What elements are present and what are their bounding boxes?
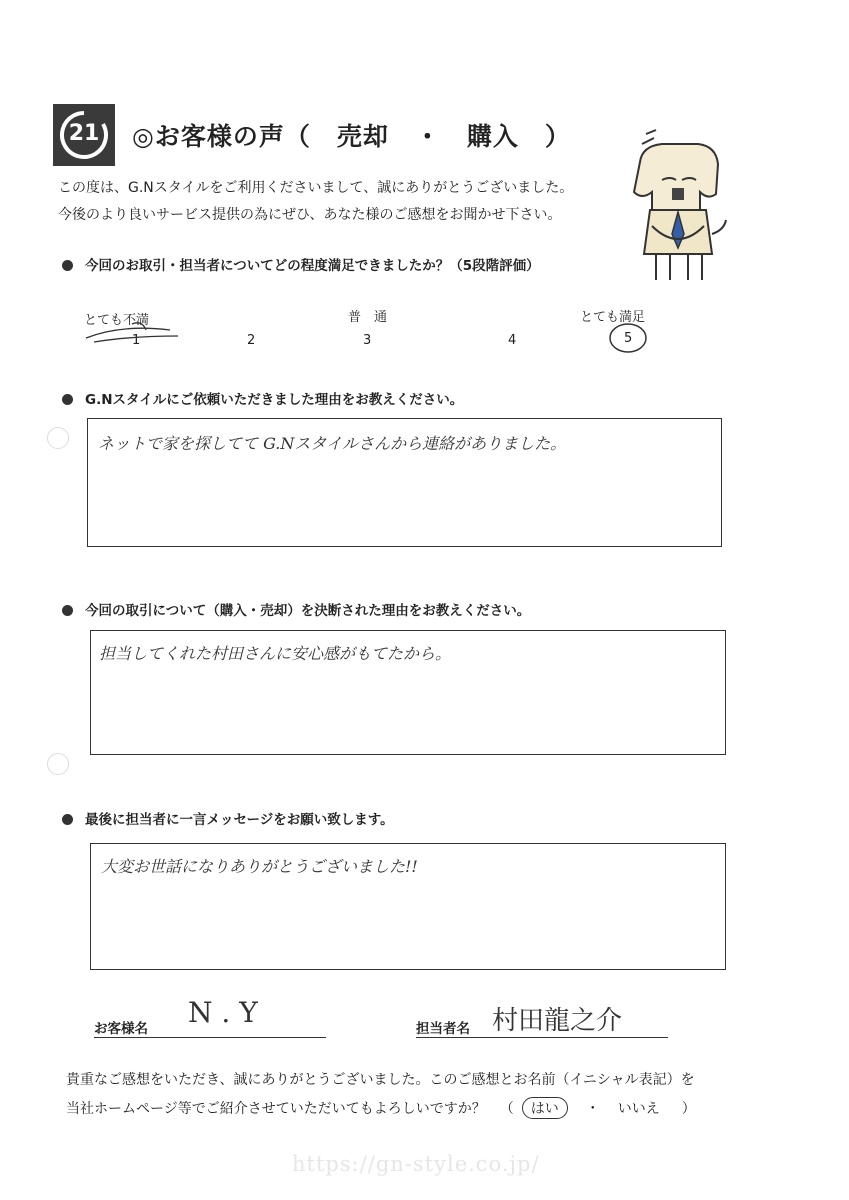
rating-strike-scribble — [82, 316, 182, 350]
rating-option-5[interactable]: 5 — [624, 331, 633, 346]
rating-option-2[interactable]: 2 — [247, 333, 256, 348]
punch-hole-top — [47, 427, 69, 449]
question-reason-request: G.Nスタイルにご依頼いただきました理由をお教えください。 — [62, 388, 463, 408]
answer-box-reason-request[interactable] — [87, 418, 722, 547]
punch-hole-bottom — [47, 753, 69, 775]
consent-text-line-2: 当社ホームページ等でご紹介させていただいてもよろしいですか？ （ はい ・ いいえ ） — [66, 1097, 696, 1119]
customer-name-line — [94, 1037, 326, 1038]
staff-name-line — [416, 1037, 668, 1038]
answer-box-message[interactable] — [90, 843, 726, 970]
rating-selected-circle — [606, 320, 650, 356]
staff-name-value[interactable]: 村田龍之介 — [492, 1006, 623, 1036]
answer-text-reason-request: ネットで家を探してて G.Nスタイルさんから連絡がありました。 — [98, 434, 567, 453]
website-watermark: https://gn-style.co.jp/ — [292, 1152, 540, 1176]
staff-name-label: 担当者名 — [416, 1021, 470, 1037]
bullet-icon — [62, 814, 73, 825]
intro-line-2: 今後のより良いサービス提供の為にぜひ、あなた様のご感想をお聞かせ下さい。 — [58, 207, 562, 223]
answer-text-message: 大変お世話になりありがとうございました!! — [101, 857, 418, 876]
answer-text-reason-decision: 担当してくれた村田さんに安心感がもてたから。 — [99, 644, 452, 663]
rating-option-3[interactable]: 3 — [363, 333, 372, 348]
consent-option-no[interactable]: いいえ — [617, 1101, 660, 1117]
customer-name-value[interactable]: N . Y — [188, 996, 258, 1029]
logo-text: 21 — [68, 121, 100, 146]
page-title: ◎お客様の声（ 売却 ・ 購入 ） — [132, 122, 571, 151]
bullet-icon — [62, 394, 73, 405]
rating-option-1[interactable]: 1 — [132, 333, 141, 348]
scale-label-high: とても満足 — [580, 310, 646, 325]
question-reason-decision: 今回の取引について（購入・売却）を決断された理由をお教えください。 — [62, 599, 530, 619]
consent-text-line-1: 貴重なご感想をいただき、誠にありがとうございました。このご感想とお名前（イニシャル表記）を — [66, 1072, 695, 1088]
scale-label-low: とても不満 — [84, 313, 150, 328]
scale-label-mid: 普 通 — [348, 310, 388, 325]
bullet-icon — [62, 605, 73, 616]
question-message: 最後に担当者に一言メッセージをお願い致します。 — [62, 808, 394, 828]
question-satisfaction: 今回のお取引・担当者についてどの程度満足できましたか？（5段階評価） — [62, 254, 540, 274]
century21-logo — [53, 104, 115, 166]
dog-mascot-illustration — [612, 122, 732, 287]
intro-line-1: この度は、G.Nスタイルをご利用くださいまして、誠にありがとうございました。 — [58, 180, 574, 196]
bullet-icon — [62, 260, 73, 271]
rating-option-4[interactable]: 4 — [508, 333, 517, 348]
customer-name-label: お客様名 — [94, 1021, 148, 1037]
consent-option-yes[interactable]: はい — [522, 1097, 568, 1119]
answer-box-reason-decision[interactable] — [90, 630, 726, 755]
